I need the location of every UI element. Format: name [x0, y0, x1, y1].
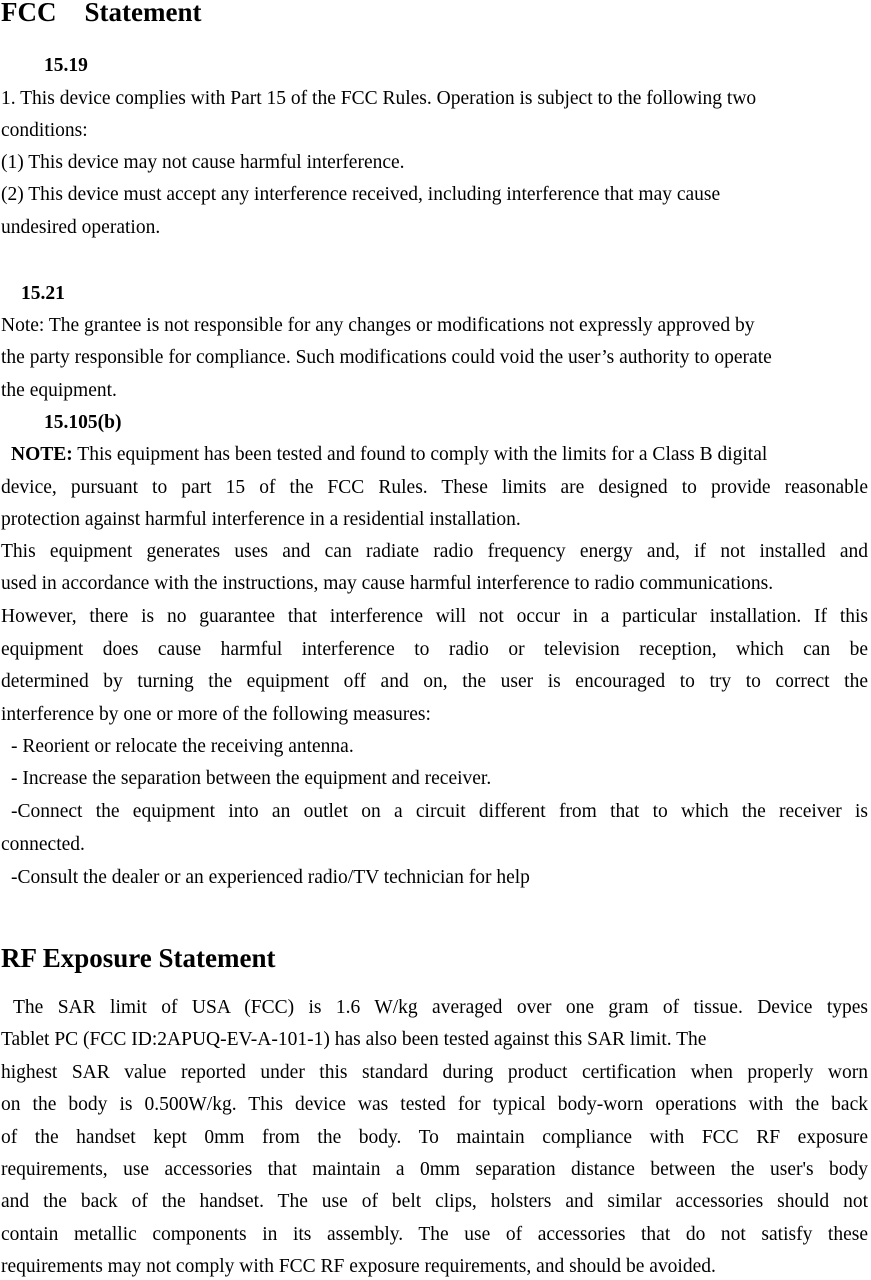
rf-exposure-line: highest SAR value reported under this standard during product certification when properly worn: [1, 1062, 868, 1083]
section-15-105b-line: equipment does cause harmful interference to radio or television reception, which can be: [1, 639, 868, 660]
rf-exposure-title: RF Exposure Statement: [1, 943, 276, 973]
section-15-105b-line: However, there is no guarantee that interference will not occur in a particular installation. If this: [1, 606, 868, 627]
measure-item: - Reorient or relocate the receiving antenna.: [11, 736, 354, 757]
measure-item: -Consult the dealer or an experienced radio/TV technician for help: [11, 867, 530, 888]
rf-exposure-line: and the back of the handset. The use of belt clips, holsters and similar accessories should not: [1, 1191, 868, 1212]
section-15-19-line: 1. This device complies with Part 15 of the FCC Rules. Operation is subject to the following two: [1, 88, 757, 109]
fcc-statement-title: [1, 0, 201, 26]
rf-exposure-line: requirements, use accessories that maintain a 0mm separation distance between the user's body: [1, 1159, 868, 1180]
section-15-21-line: Note: The grantee is not responsible for any changes or modifications not expressly approved by: [1, 315, 755, 336]
section-15-105b-line: protection against harmful interference in a residential installation.: [1, 509, 521, 530]
section-15-19-line: undesired operation.: [1, 217, 161, 238]
section-15-105b-line: used in accordance with the instructions, may cause harmful interference to radio communications.: [1, 573, 774, 594]
rf-exposure-line: Tablet PC (FCC ID:2APUQ-EV-A-101-1) has also been tested against this SAR limit. The: [1, 1029, 707, 1050]
section-15-105b-line: determined by turning the equipment off and on, the user is encouraged to try to correct the: [1, 671, 868, 692]
section-15-105b-heading: 15.105(b): [44, 412, 122, 433]
section-15-105b-line: device, pursuant to part 15 of the FCC Rules. These limits are designed to provide reasonable: [1, 477, 868, 498]
fcc-title-word2: Statement: [84, 0, 202, 27]
section-15-19-line: conditions:: [1, 120, 88, 141]
rf-exposure-line: requirements may not comply with FCC RF exposure requirements, and should be avoided.: [1, 1256, 716, 1277]
rf-exposure-line: contain metallic components in its assembly. The use of accessories that do not satisfy these: [1, 1224, 868, 1245]
rf-exposure-line: of the handset kept 0mm from the body. To maintain compliance with FCC RF exposure: [1, 1127, 868, 1148]
section-15-105b-note: [11, 443, 767, 467]
note-label: NOTE:: [11, 444, 73, 465]
measure-item: -Connect the equipment into an outlet on a circuit different from that to which the receiver is: [11, 801, 868, 822]
rf-exposure-line: on the body is 0.500W/kg. This device was tested for typical body-worn operations with the back: [1, 1094, 868, 1115]
fcc-title-word1: FCC: [1, 0, 57, 27]
section-15-19-line: (2) This device must accept any interference received, including interference that may cause: [1, 184, 721, 205]
section-15-105b-line: interference by one or more of the following measures:: [1, 704, 431, 725]
section-15-21-line: the party responsible for compliance. Such modifications could void the user’s authority to operate: [1, 347, 772, 368]
section-15-19-line: (1) This device may not cause harmful interference.: [1, 152, 405, 173]
section-15-21-heading: 15.21: [21, 283, 65, 304]
measure-item: - Increase the separation between the equipment and receiver.: [11, 768, 492, 789]
section-15-21-line: the equipment.: [1, 380, 117, 401]
note-text: This equipment has been tested and found to comply with the limits for a Class B digital: [77, 444, 768, 465]
section-15-105b-line: This equipment generates uses and can radiate radio frequency energy and, if not installed and: [1, 541, 868, 562]
rf-exposure-line: The SAR limit of USA (FCC) is 1.6 W/kg averaged over one gram of tissue. Device types: [13, 997, 868, 1018]
measure-item-continuation: connected.: [1, 834, 85, 855]
section-15-19-heading: 15.19: [44, 55, 88, 76]
